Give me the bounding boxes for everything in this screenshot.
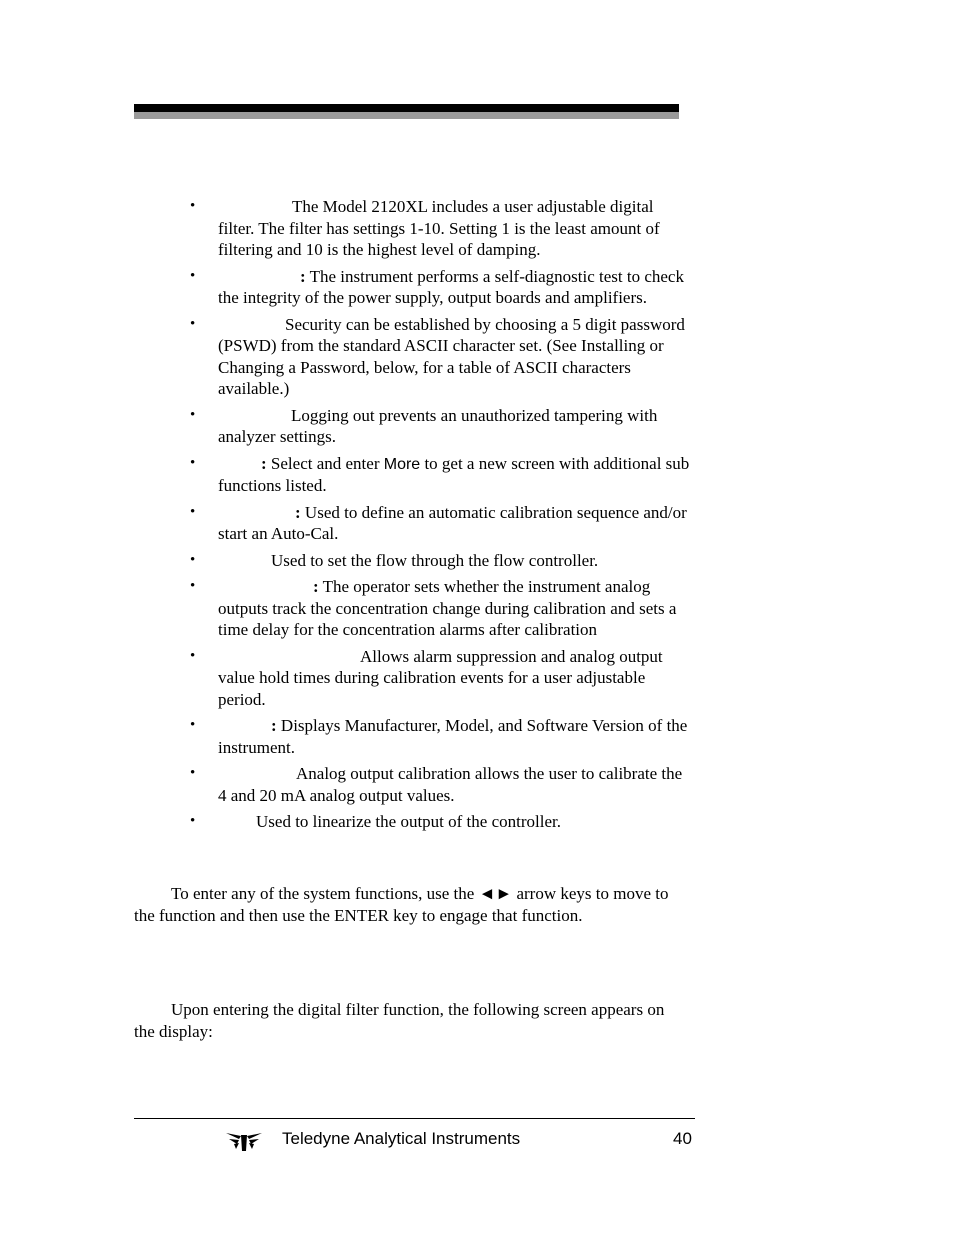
header-rule-gray <box>134 112 679 119</box>
item-text: The operator sets whether the instrument analog outputs track the concentration change during calibration and sets a time delay for the concentration alarms after calibration <box>218 577 677 639</box>
page-number: 40 <box>673 1129 692 1148</box>
item-text: Displays Manufacturer, Model, and Software Version of the instrument. <box>218 716 688 757</box>
item-colon: : <box>271 716 277 735</box>
item-text: Security can be established by choosing a 5 digit password (PSWD) from the standard ASCII character set. (See Installing or Changing a Password, below, for a table of ASCII characters available.) <box>218 314 685 398</box>
bullet-icon: • <box>190 454 196 471</box>
bullet-icon: • <box>190 765 196 781</box>
list-item <box>190 646 690 711</box>
list-item <box>190 314 690 400</box>
item-text: The Model 2120XL includes a user adjustable digital filter. The filter has settings 1-10. Setting 1 is the least amount of filtering and 10 is the highest level of damping. <box>218 197 660 259</box>
item-text: Analog output calibration allows the user to calibrate the 4 and 20 mA analog output values. <box>218 764 683 805</box>
digital-filter-text: Upon entering the digital filter function, the following screen appears on the display: <box>134 1000 665 1041</box>
bullet-icon: • <box>190 578 196 594</box>
bullet-icon: • <box>190 503 196 520</box>
item-text-pre: Select and enter <box>266 453 384 473</box>
item-colon: : <box>261 453 267 473</box>
instructions-paragraph <box>134 883 679 926</box>
header-rule-black <box>134 104 679 112</box>
instructions-text: To enter any of the system functions, use the ◄► arrow keys to move to the function and then use the ENTER key to engage that function. <box>134 884 669 925</box>
item-text: to get a new screen with additional sub functions listed. <box>218 453 690 495</box>
footer-rule <box>134 1118 695 1119</box>
bullet-icon: • <box>190 647 196 664</box>
function-list <box>190 196 690 833</box>
list-item <box>190 502 690 545</box>
footer-company: Teledyne Analytical Instruments <box>282 1129 521 1148</box>
bullet-icon: • <box>190 551 196 568</box>
item-text: Logging out prevents an unauthorized tampering with analyzer settings. <box>218 405 658 446</box>
bullet-icon: • <box>190 315 196 332</box>
item-text: Allows alarm suppression and analog output value hold times during calibration events for a user adjustable period. <box>218 646 663 709</box>
bullet-icon: • <box>190 813 196 829</box>
item-text: Used to set the flow through the flow controller. <box>271 550 599 570</box>
bullet-icon: • <box>190 717 196 733</box>
list-item <box>190 576 690 641</box>
list-item <box>190 550 690 572</box>
item-text: Used to linearize the output of the controller. <box>256 812 561 831</box>
list-item <box>190 453 690 497</box>
item-colon: : <box>313 577 319 596</box>
item-text: Used to define an automatic calibration sequence and/or start an Auto-Cal. <box>218 502 687 543</box>
item-text: The instrument performs a self-diagnostic test to check the integrity of the power supply, output boards and amplifiers. <box>218 266 684 307</box>
list-item <box>190 405 690 448</box>
list-item <box>190 266 690 309</box>
item-colon: : <box>300 266 306 286</box>
item-key-more: More <box>383 455 421 473</box>
bullet-icon: • <box>190 198 196 214</box>
bullet-icon: • <box>190 406 196 423</box>
teledyne-logo-icon <box>225 1130 263 1152</box>
digital-filter-paragraph <box>134 999 679 1042</box>
list-item <box>190 196 690 261</box>
bullet-icon: • <box>190 267 196 284</box>
list-item <box>190 715 690 758</box>
item-colon: : <box>295 502 301 522</box>
list-item <box>190 763 690 806</box>
list-item <box>190 811 690 833</box>
header-rule <box>134 104 679 119</box>
